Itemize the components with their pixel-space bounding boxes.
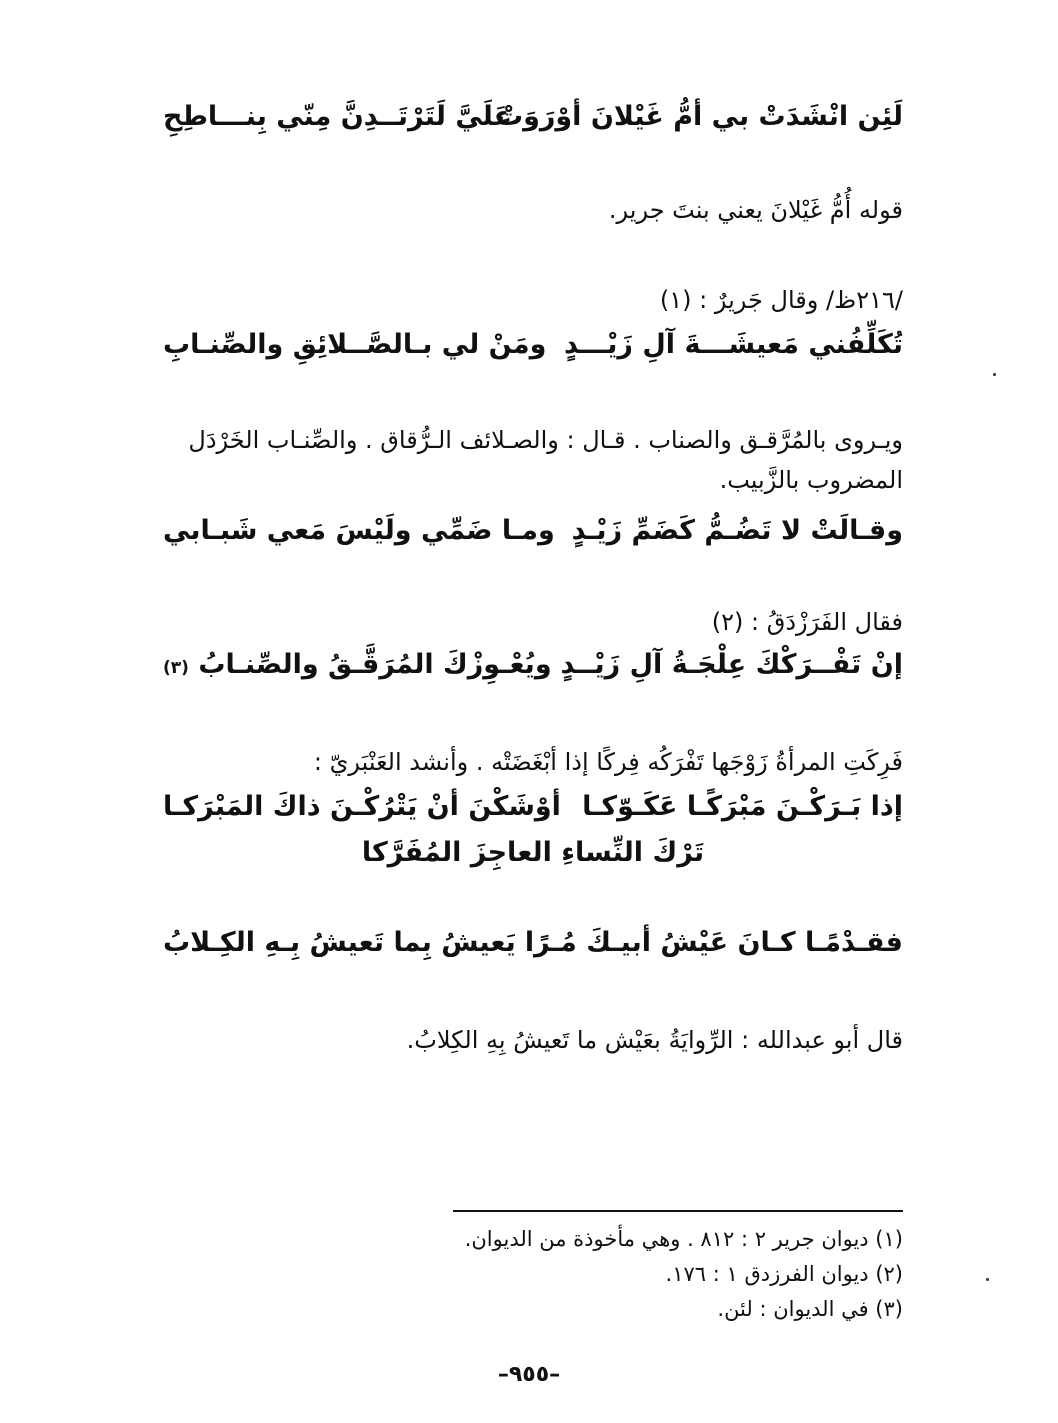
verse-6: [163, 920, 903, 966]
footnotes: [303, 1222, 903, 1327]
verse-5-first-hemistich: إذا بَـرَكْـنَ مَبْرَكًـا عَكَـوّكـا: [582, 791, 903, 822]
section-heading-farazdaq: فقال الفَرَزْدَقُ : (٢): [711, 608, 903, 636]
verse-1: [163, 94, 903, 140]
note-3: فَرِكَتِ المرأةُ زَوْجَها تَفْرَكُه فِركًا إذا أبْغَضَتْه . وأنشد العَنْبَريّ :: [313, 748, 903, 776]
footnote-1: (١) ديوان جرير ٢ : ٨١٢ . وهي مأخوذة من الديوان.: [464, 1227, 903, 1251]
verse-6-second-hemistich: يَعيشُ بِما تَعيشُ بِـهِ الكِـلابُ: [163, 927, 516, 958]
note-1: قوله أُمُّ غَيْلانَ يعني بنتَ جرير.: [608, 196, 903, 224]
scan-speck: [986, 1278, 989, 1281]
footnote-2: (٢) ديوان الفرزدق ١ : ١٧٦.: [665, 1262, 903, 1286]
note-2: ويـروى بالمُرَّقـق والصناب . قـال : والصـلائف الـرُّقاق . والصِّنـاب الخَرْدَل المضروب بالزَّبيب.: [188, 426, 903, 494]
verse-5-continuation: تَرْكَ النِّساءِ العاجِزَ المُفَرَّكا: [361, 837, 705, 868]
footnote-3: (٣) في الديوان : لئن.: [717, 1297, 903, 1321]
verse-5-second-hemistich: أوْشَكْنَ أنْ يَتْرُكْـنَ ذاكَ المَبْرَكـا: [163, 791, 561, 822]
verse-3-first-hemistich: وقـالَتْ لا تَضُـمُّ كَضَمِّ زَيْـدٍ: [571, 515, 903, 546]
section-heading-jarir: /٢١٦ظ/ وقال جَريرٌ : (١): [659, 286, 903, 314]
verse-6-first-hemistich: فقـدْمًـا كـانَ عَيْشُ أبيـكَ مُـرًا: [524, 927, 903, 958]
verse-4-second-hemistich: [163, 642, 552, 691]
verse-2: [163, 322, 903, 368]
note-4: قال أبو عبدالله : الرِّوايَةُ بعَيْش ما تَعيشُ بِهِ الكِلابُ.: [406, 1026, 903, 1054]
verse-3: [163, 508, 903, 554]
verse-4-second-hemistich-text: ويُعْـوِزْكَ المُرَقَّـقُ والصِّنـابُ: [198, 649, 552, 680]
verse-2-second-hemistich: ومَنْ لي بـالصَّــلائِقِ والصِّنـابِ: [163, 329, 547, 360]
scan-speck: [993, 373, 996, 376]
verse-3-second-hemistich: ومـا ضَمِّي ولَيْسَ مَعي شَبـابي: [163, 515, 555, 546]
verse-1-first-hemistich: لَئِن انْشَدَتْ بي أمُّ غَيْلانَ أوْرَوَتْ: [495, 101, 903, 132]
verse-4-first-hemistich: إنْ تَفْــرَكْكَ عِلْجَـةُ آلِ زَيْــدٍ: [560, 649, 903, 680]
verse-5: [163, 784, 903, 830]
verse-4: [163, 642, 903, 688]
page-number: –٩٥٥–: [497, 1362, 561, 1387]
footnote-ref-3: (٣): [163, 658, 189, 678]
footnote-separator: [453, 1210, 903, 1212]
verse-2-first-hemistich: تُكَلِّفُني مَعيشَـــةَ آلِ زَيْـــدٍ: [564, 329, 903, 360]
verse-1-second-hemistich: عَلَيَّ لَتَرْتَــدِنَّ مِنّي بِنـــاطِحِ: [163, 101, 513, 132]
